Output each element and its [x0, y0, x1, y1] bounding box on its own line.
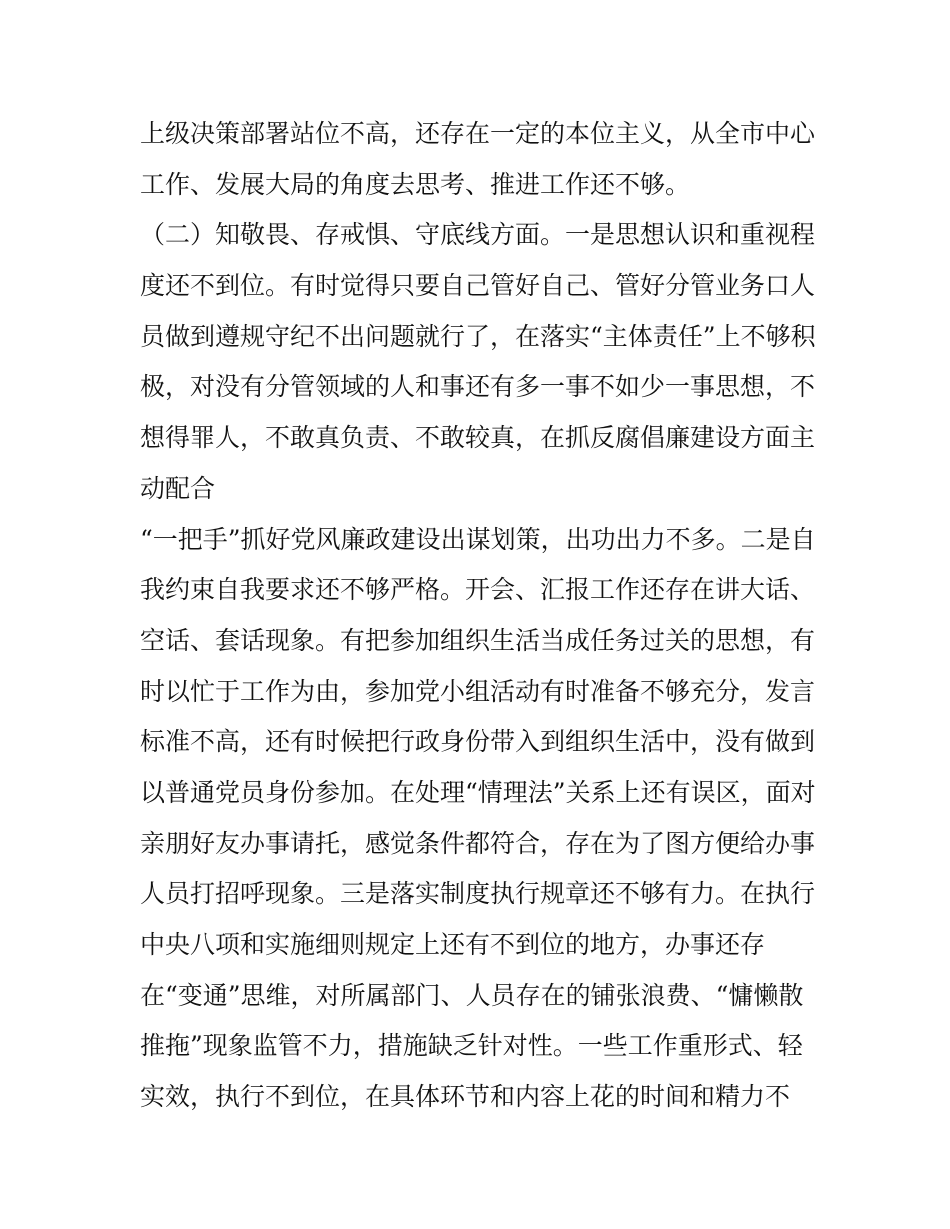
text-line: 推拖”现象监管不力，措施缺乏针对性。一些工作重形式、轻 [140, 1031, 803, 1061]
text-line: 想得罪人，不敢真负责、不敢较真，在抓反腐倡廉建设方面主 [140, 423, 816, 453]
text-line: 中央八项和实施细则规定上还有不到位的地方，办事还存 [140, 930, 766, 959]
text-line: “一把手”抓好党风廉政建设出谋划策，出功出力不多。二是自 [140, 524, 816, 554]
text-line: 上级决策部署站位不高，还存在一定的本位主义，从全市中心 [140, 119, 816, 148]
text-line: 时以忙于工作为由，参加党小组活动有时准备不够充分，发言 [140, 676, 816, 706]
text-line: 工作、发展大局的角度去思考、推进工作还不够。 [140, 169, 691, 199]
text-line: 员做到遵规守纪不出问题就行了，在落实“主体责任”上不够积 [140, 321, 816, 351]
text-line: 以普通党员身份参加。在处理“情理法”关系上还有误区，面对 [140, 777, 816, 807]
text-line: 我约束自我要求还不够严格。开会、汇报工作还存在讲大话、 [140, 575, 816, 605]
text-line: 标准不高，还有时候把行政身份带入到组织生活中，没有做到 [140, 727, 816, 757]
text-line: 极，对没有分管领域的人和事还有多一事不如少一事思想，不 [140, 372, 816, 402]
text-line: 实效，执行不到位，在具体环节和内容上花的时间和精力不 [140, 1082, 791, 1112]
text-line: 在“变通”思维，对所属部门、人员存在的铺张浪费、“慵懒散 [140, 980, 804, 1010]
text-line: （二）知敬畏、存戒惧、守底线方面。一是思想认识和重视程 [140, 220, 816, 250]
text-line: 度还不到位。有时觉得只要自己管好自己、管好分管业务口人 [140, 271, 816, 301]
text-line: 空话、套话现象。有把参加组织生活当成任务过关的思想，有 [140, 625, 816, 655]
text-line: 人员打招呼现象。三是落实制度执行规章还不够有力。在执行 [140, 879, 816, 909]
text-line: 动配合 [140, 473, 216, 503]
text-line: 亲朋好友办事请托，感觉条件都符合，存在为了图方便给办事 [140, 828, 816, 858]
body-text [140, 109, 820, 1123]
